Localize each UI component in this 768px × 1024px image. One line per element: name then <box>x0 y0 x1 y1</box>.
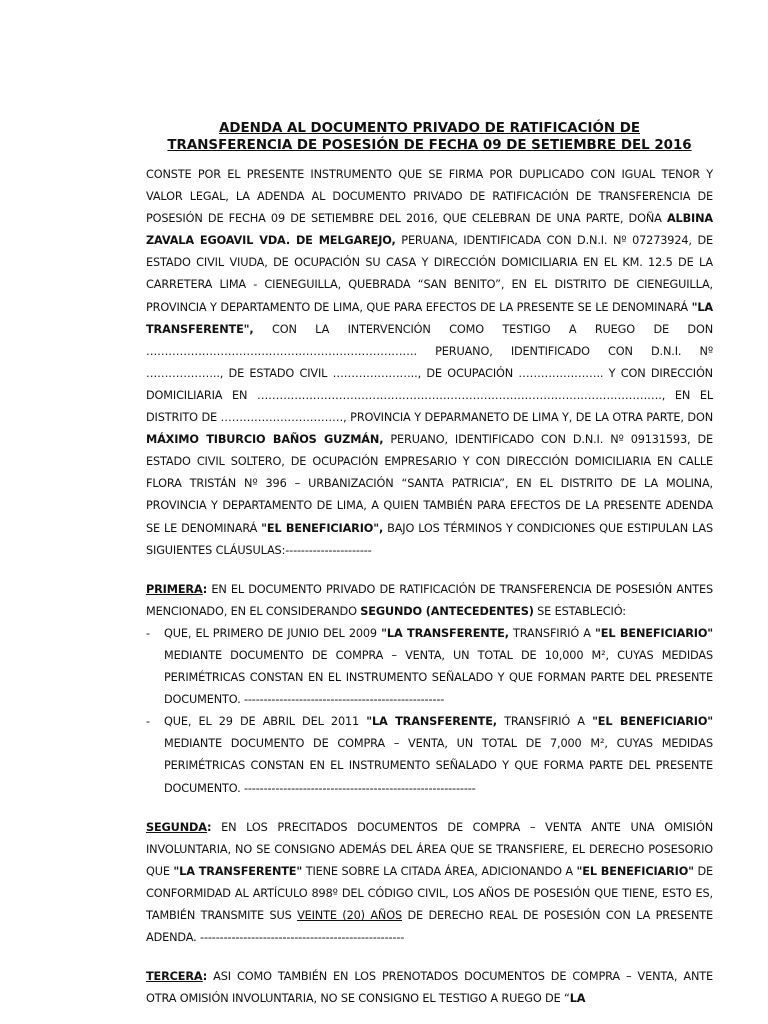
list-dash: - <box>146 715 150 729</box>
party-name-transferente: ALBINA ZAVALA EGOAVIL VDA. DE MELGAREJO, <box>146 212 713 248</box>
segunda-text-2: TIENE SOBRE LA CITADA ÁREA, ADICIONANDO A <box>302 864 577 878</box>
list-dash: - <box>146 626 150 640</box>
item1-text-1: QUE, EL PRIMERO DE JUNIO DEL 2009 <box>164 626 382 640</box>
document-page <box>146 120 713 1010</box>
primera-text-2: SE ESTABLECIÓ: <box>533 604 626 618</box>
item1-text-2: TRANSFIRIÓ A <box>508 626 596 640</box>
title-line-1: ADENDA AL DOCUMENTO PRIVADO DE RATIFICACIÓN DE <box>219 121 640 136</box>
tercera-bold-1: LA <box>569 992 586 1006</box>
item1-text-3: MEDIANTE DOCUMENTO DE COMPRA – VENTA, UN TOTAL DE 10,000 M², CUYAS MEDIDAS PERIMÉTRICAS CONSTAN EN EL INSTRUMENTO SEÑALADO Y QUE FORMAN PARTE DEL PRESENTE DOCUMENTO. --------------------------------------------------- <box>164 648 713 707</box>
item1-bold-2: "EL BENEFICIARIO" <box>595 626 714 640</box>
clause-tercera: TERCERA: ASI COMO TAMBIÉN EN LOS PRENOTADOS DOCUMENTOS DE COMPRA – VENTA, ANTE OTRA OMISIÓN INVOLUNTARIA, NO SE CONSIGNO EL TESTIGO A RUEGO DE “LA <box>146 970 713 1006</box>
party-name-beneficiario: MÁXIMO TIBURCIO BAÑOS GUZMÁN, <box>146 433 384 447</box>
clause-label-tercera: TERCERA <box>146 970 203 984</box>
clause-label-segunda: SEGUNDA <box>146 820 208 834</box>
segunda-bold-1: "LA TRANSFERENTE" <box>173 864 303 878</box>
item2-text-1: QUE, EL 29 DE ABRIL DEL 2011 <box>164 715 367 729</box>
list-item <box>146 711 713 799</box>
item2-text-3: MEDIANTE DOCUMENTO DE COMPRA – VENTA, UN TOTAL DE 7,000 M², CUYAS MEDIDAS PERIMÉTRICAS CONSTAN EN EL INSTRUMENTO SEÑALADO Y QUE FORMA PARTE DEL PRESENTE DOCUMENTO. ----------------------------------------------------------- <box>164 737 713 795</box>
list-item <box>146 623 713 711</box>
item2-bold-2: "EL BENEFICIARIO" <box>592 715 714 729</box>
intro-text-2: PERUANA, IDENTIFICADA CON D.N.I. Nº 07273924, DE ESTADO CIVIL VIUDA, DE OCUPACIÓN SU CASA Y DIRECCIÓN DOMICILIARIA EN EL KM. 12.5 DE LA CARRETERA LIMA - CIENEGUILLA, QUEBRADA “SAN BENITO”, EN EL DISTRITO DE CIENEGUILLA, PROVINCIA Y DEPARTAMENTO DE LIMA, QUE PARA EFECTOS DE LA PRESENTE SE LE DENOMINARÁ <box>146 234 714 314</box>
intro-text-4: PERUANO, IDENTIFICADO CON D.N.I. Nº 09131593, DE ESTADO CIVIL SOLTERO, DE OCUPACIÓN EMPRESARIO Y CON DIRECCIÓN DOMICILIARIA EN CALLE FLORA TRISTÁN Nº 396 – URBANIZACIÓN “SANTA PATRICIA”, EN EL DISTRITO DE LA MOLINA, PROVINCIA Y DEPARTAMENTO DE LIMA, A QUIEN TAMBIÉN PARA EFECTOS DE LA PRESENTE ADENDA SE LE DENOMINARÁ <box>146 433 713 535</box>
clause-segunda: SEGUNDA: EN LOS PRECITADOS DOCUMENTOS DE COMPRA – VENTA ANTE UNA OMISIÓN INVOLUNTARIA, NO SE CONSIGNO ADEMÁS DEL ÁREA QUE SE TRANSFIERE, EL DERECHO POSESORIO QUE "LA TRANSFERENTE" TIENE SOBRE LA CITADA ÁREA, ADICIONANDO A "EL BENEFICIARIO" DE CONFORMIDAD AL ARTÍCULO 898º DEL CÓDIGO CIVIL, LOS AÑOS DE POSESIÓN QUE TIENE, ESTO ES, TAMBIÉN TRANSMITE SUS VEINTE (20) AÑOS DE DERECHO REAL DE POSESIÓN CON LA PRESENTE ADENDA. ---------------------------------------------------- <box>146 820 714 945</box>
title-line-2: TRANSFERENCIA DE POSESIÓN DE FECHA 09 DE SETIEMBRE DEL 2016 <box>167 138 692 153</box>
tercera-text-1: ASI COMO TAMBIÉN EN LOS PRENOTADOS DOCUMENTOS DE COMPRA – VENTA, ANTE OTRA OMISIÓN INVOLUNTARIA, NO SE CONSIGNO EL TESTIGO A RUEGO DE “ <box>146 970 713 1006</box>
term-la-transferente: "LA TRANSFERENTE", <box>146 300 713 336</box>
clause-label-primera: PRIMERA <box>146 582 203 596</box>
term-el-beneficiario: "EL BENEFICIARIO", <box>261 521 384 535</box>
item2-bold-1: "LA TRANSFERENTE, <box>366 715 497 729</box>
primera-text-1: EN EL DOCUMENTO PRIVADO DE RATIFICACIÓN DE TRANSFERENCIA DE POSESIÓN ANTES MENCIONADO, EN EL CONSIDERANDO <box>146 582 713 618</box>
segunda-underlined-term: VEINTE (20) AÑOS <box>297 909 402 922</box>
intro-text-3: CON LA INTERVENCIÓN COMO TESTIGO A RUEGO DE DON ………………………………………………………………. PERUANO, IDENTIFICADO CON D.N.I. Nº ……………….., DE ESTADO CIVIL ………………….., DE OCUPACIÓN ………………….. Y CON DIRECCIÓN DOMICILIARIA EN ………………………………………………………………………………………………., EN EL DISTRITO DE ……………………………, PROVINCIA Y DEPARMANETO DE LIMA Y, DE LA OTRA PARTE, DON <box>146 322 713 425</box>
item1-bold-1: "LA TRANSFERENTE, <box>381 626 509 640</box>
primera-bold-1: SEGUNDO (ANTECEDENTES) <box>360 604 534 618</box>
segunda-bold-2: "EL BENEFICIARIO" <box>576 864 694 878</box>
clause-primera <box>146 579 713 800</box>
intro-paragraph <box>146 164 713 562</box>
segunda-text-3: DE CONFORMIDAD AL ARTÍCULO 898º DEL CÓDIGO CIVIL, LOS AÑOS DE POSESIÓN QUE TIENE, ESTO ES, TAMBIÉN TRANSMITE SUS <box>146 864 714 922</box>
segunda-text-4: DE DERECHO REAL DE POSESIÓN CON LA PRESENTE ADENDA. ---------------------------------------------------- <box>146 909 713 945</box>
item2-text-2: TRANSFIRIÓ A <box>496 715 593 729</box>
segunda-text-1: EN LOS PRECITADOS DOCUMENTOS DE COMPRA – VENTA ANTE UNA OMISIÓN INVOLUNTARIA, NO SE CONSIGNO ADEMÁS DEL ÁREA QUE SE TRANSFIERE, EL DERECHO POSESORIO QUE <box>146 820 713 878</box>
intro-text-1: CONSTE POR EL PRESENTE INSTRUMENTO QUE SE FIRMA POR DUPLICADO CON IGUAL TENOR Y VALOR LEGAL, LA ADENDA AL DOCUMENTO PRIVADO DE RATIFICACIÓN DE TRANSFERENCIA DE POSESIÓN DE FECHA 09 DE SETIEMBRE DEL 2016, QUE CELEBRAN DE UNA PARTE, DOÑA <box>146 168 713 226</box>
primera-intro: PRIMERA: EN EL DOCUMENTO PRIVADO DE RATIFICACIÓN DE TRANSFERENCIA DE POSESIÓN ANTES MENCIONADO, EN EL CONSIDERANDO SEGUNDO (ANTECEDENTES) SE ESTABLECIÓ: <box>146 582 713 618</box>
intro-text-5: BAJO LOS TÉRMINOS Y CONDICIONES QUE ESTIPULAN LAS SIGUIENTES CLÁUSULAS:---------------------- <box>146 521 714 557</box>
document-title <box>146 120 713 154</box>
